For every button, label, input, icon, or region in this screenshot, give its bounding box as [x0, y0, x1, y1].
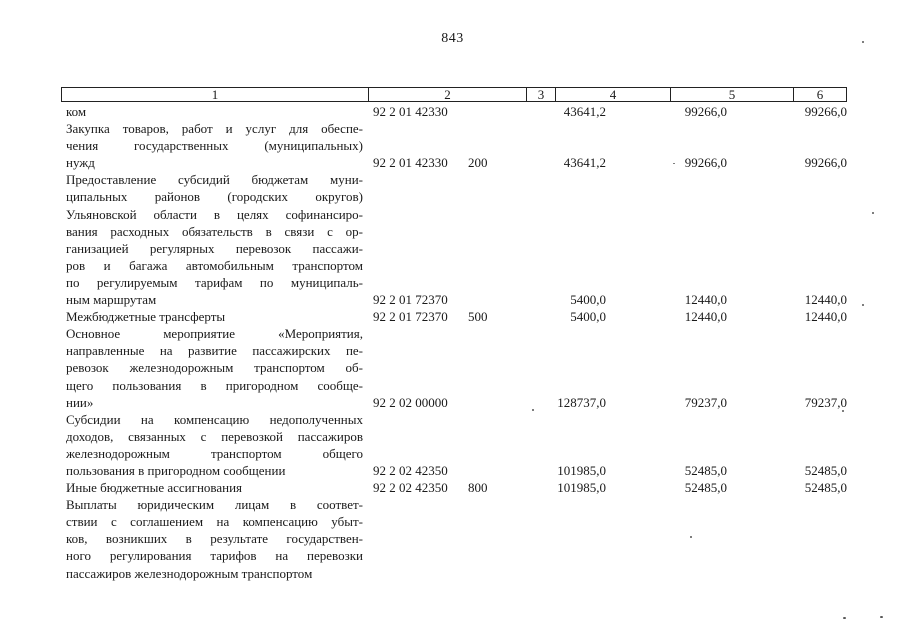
description-line: Субсидии на компенсацию недополученных	[66, 411, 363, 427]
row-value-col6: 12440,0	[804, 292, 847, 308]
row-code: 92 2 01 72370	[373, 309, 448, 325]
scan-speck	[842, 410, 844, 412]
scan-speck	[690, 536, 692, 538]
description-line: по регулируемым тарифам по муниципаль-	[66, 274, 363, 290]
description-line: пассажиров железнодорожным транспортом	[66, 565, 313, 581]
row-value-col5: 79237,0	[684, 394, 727, 410]
description-line: нии»	[66, 394, 94, 410]
row-code: 92 2 02 42350	[373, 462, 448, 478]
row-description	[66, 171, 363, 308]
row-expense-type: 800	[468, 480, 488, 496]
row-code: 92 2 01 42330	[373, 155, 448, 171]
description-line: Ульяновской области в целях софинансиро-	[66, 206, 363, 222]
row-value-col4: 128737,0	[557, 394, 606, 410]
header-col-4: 4	[556, 88, 671, 101]
description-line: вания расходных обязательств в связи с ор-	[66, 223, 363, 239]
row-value-col4: 5400,0	[570, 292, 606, 308]
description-line: ципальных районов (городских округов)	[66, 189, 363, 205]
table-row	[66, 411, 846, 479]
page-number: 843	[441, 31, 464, 46]
row-value-col6: 52485,0	[804, 462, 847, 478]
description-line: направленные на развитие пассажирских пе-	[66, 343, 363, 359]
description-line: железнодорожным транспортом общего	[66, 445, 363, 461]
scan-speck	[862, 41, 864, 43]
row-value-col5: 12440,0	[684, 309, 727, 325]
description-line: Межбюджетные трансферты	[66, 309, 226, 325]
row-description	[66, 103, 363, 120]
table-row	[66, 103, 846, 120]
description-line: нужд	[66, 155, 95, 171]
row-expense-type: 500	[468, 309, 488, 325]
row-value-col4: 43641,2	[563, 104, 606, 119]
row-description	[66, 496, 363, 581]
description-line: ков, возникших в результате государствен-	[66, 531, 363, 547]
scan-speck	[862, 304, 864, 306]
description-line: ганизацией регулярных перевозок пассажи-	[66, 240, 363, 256]
description-line: Предоставление субсидий бюджетам муни-	[66, 172, 363, 188]
header-col-2: 2	[369, 88, 527, 101]
row-description	[66, 479, 363, 496]
row-value-col4: 5400,0	[570, 309, 606, 325]
table-row	[66, 325, 846, 410]
row-description	[66, 325, 363, 410]
table-row	[66, 171, 846, 308]
description-line: Основное мероприятие «Мероприятия,	[66, 326, 363, 342]
header-col-3: 3	[527, 88, 556, 101]
row-code: 92 2 02 00000	[373, 394, 448, 410]
description-line: ствии с соглашением на компенсацию убыт-	[66, 514, 363, 530]
row-code: 92 2 02 42350	[373, 480, 448, 496]
scan-speck	[843, 617, 846, 619]
row-value-col4: 43641,2	[563, 155, 606, 171]
row-expense-type: 200	[468, 155, 488, 171]
row-value-col6: 12440,0	[804, 309, 847, 325]
description-line: щего пользования в пригородном сообще-	[66, 377, 363, 393]
description-line: чения государственных (муниципальных)	[66, 138, 363, 154]
table-row	[66, 308, 846, 325]
description-line: пользования в пригородном сообщении	[66, 462, 286, 478]
row-value-col5: 99266,0	[684, 155, 727, 171]
description-line: ком	[66, 104, 87, 119]
description-line: Закупка товаров, работ и услуг для обеспе-	[66, 121, 363, 137]
row-description	[66, 308, 363, 325]
table-row	[66, 496, 846, 581]
description-line: Выплаты юридическим лицам в соответ-	[66, 497, 363, 513]
table-body	[66, 103, 846, 582]
row-value-col5: 12440,0	[684, 292, 727, 308]
scan-speck	[673, 163, 675, 164]
row-value-col6: 99266,0	[804, 155, 847, 171]
row-value-col5: 52485,0	[684, 480, 727, 496]
description-line: ревозок железнодорожным транспортом об-	[66, 360, 363, 376]
description-line: ров и багажа автомобильным транспортом	[66, 257, 363, 273]
description-line: Иные бюджетные ассигнования	[66, 480, 243, 496]
row-value-col5: 52485,0	[684, 462, 727, 478]
description-line: ного регулирования тарифов на перевозки	[66, 548, 363, 564]
row-value-col6: 52485,0	[804, 480, 847, 496]
row-value-col4: 101985,0	[557, 480, 606, 496]
header-col-6: 6	[816, 87, 824, 102]
description-line: доходов, связанных с перевозкой пассажиров	[66, 428, 363, 444]
table-row	[66, 120, 846, 171]
scan-speck	[880, 616, 883, 618]
row-value-col6: 79237,0	[804, 394, 847, 410]
scan-speck	[532, 409, 534, 411]
row-value-col4: 101985,0	[557, 462, 606, 478]
row-value-col5: 99266,0	[684, 104, 727, 119]
row-value-col6: 99266,0	[804, 104, 847, 119]
table-header	[61, 87, 847, 102]
row-description	[66, 411, 363, 479]
row-code: 92 2 01 72370	[373, 292, 448, 308]
header-col-5: 5	[671, 88, 794, 101]
header-col-1: 1	[62, 88, 369, 101]
row-code: 92 2 01 42330	[373, 104, 448, 119]
table-row	[66, 479, 846, 496]
row-description	[66, 120, 363, 171]
scan-speck	[872, 212, 874, 214]
description-line: ным маршрутам	[66, 292, 157, 308]
